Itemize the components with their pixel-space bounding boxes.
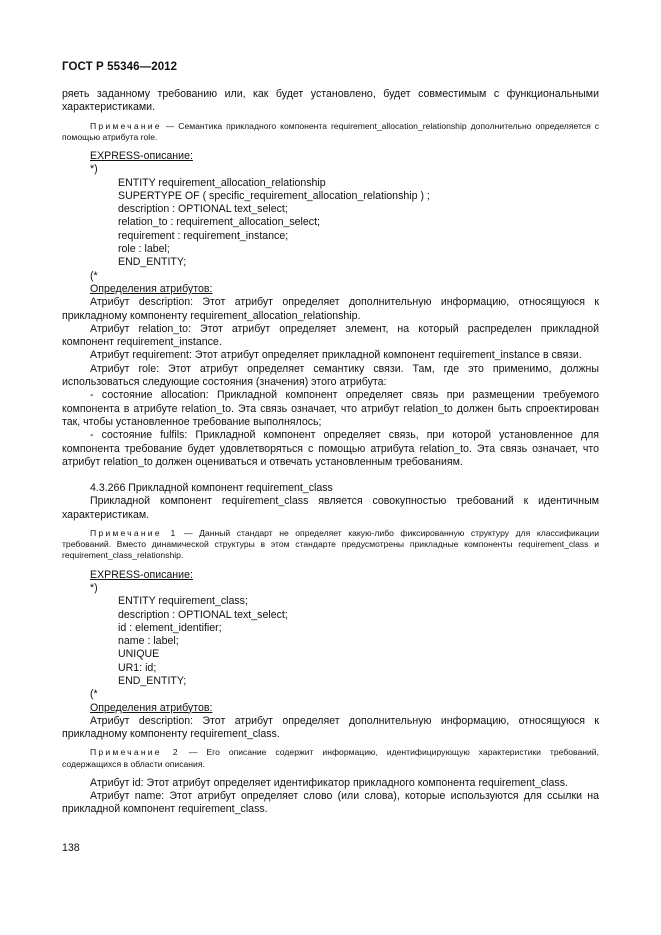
note-label: Примечание 2 bbox=[90, 747, 180, 758]
code-line: description : OPTIONAL text_select; bbox=[118, 608, 288, 621]
attr-name-paragraph: Атрибут name: Этот атрибут определяет слово (или слова), которые используются для ссылки на прикладной компонент requirement_class. bbox=[62, 790, 599, 816]
express-block-allocation bbox=[62, 150, 599, 296]
state-fulfils-paragraph: - состояние fulfils: Прикладной компонент определяет связь, при которой установленное для компонента требование будет удовлетворяться с помощью атрибута relation_to. Эта связь означает, что атрибут relation_to должен оцениваться и отвечать установленным требованиям. bbox=[62, 429, 599, 468]
express-close: (* bbox=[90, 269, 98, 282]
attr-id-paragraph: Атрибут id: Этот атрибут определяет идентификатор прикладного компонента requirement_class. bbox=[90, 776, 568, 789]
note-label: Примечание 1 bbox=[90, 528, 178, 539]
code-line: ENTITY requirement_allocation_relationship bbox=[118, 176, 326, 189]
express-block-class bbox=[62, 569, 599, 715]
section-heading: 4.3.266 Прикладной компонент requirement_class bbox=[90, 482, 333, 495]
code-line: id : element_identifier; bbox=[118, 621, 222, 634]
express-open: *) bbox=[90, 581, 98, 594]
note-semantics bbox=[62, 121, 599, 143]
attr-role-paragraph: Атрибут role: Этот атрибут определяет семантику связи. Там, где это применимо, должны использоваться следующие состояния (значения) этого атрибута: bbox=[62, 362, 599, 389]
attr-relation-to-paragraph: Атрибут relation_to: Этот атрибут определяет элемент, на который распределен прикладной компонент requirement_instance. bbox=[62, 322, 599, 349]
defs-label: Определения атрибутов: bbox=[90, 701, 213, 714]
attr-description-paragraph: Атрибут description: Этот атрибут определяет дополнительную информацию, относящуюся к прикладному компоненту requirement_class. bbox=[62, 714, 599, 741]
note-text: — Данный стандарт не определяет какую-либо фиксированную структуру для классификации требований. Вместо динамической структуры в этом стандарте предусмотрены прикладные компоненты requirement_class и requirement_class_relationship. bbox=[62, 528, 600, 561]
code-line: ENTITY requirement_class; bbox=[118, 595, 248, 608]
code-line: role : label; bbox=[118, 243, 170, 256]
continuation-paragraph: ряеть заданному требованию или, как будет установлено, будет совместимым с функциональными характеристиками. bbox=[62, 88, 599, 114]
code-line: requirement : requirement_instance; bbox=[118, 229, 289, 242]
section-intro: Прикладной компонент requirement_class является совокупностью требований к идентичным характеристикам. bbox=[62, 495, 599, 521]
code-line: SUPERTYPE OF ( specific_requirement_allocation_relationship ) ; bbox=[118, 189, 430, 202]
state-allocation-paragraph: - состояние allocation: Прикладной компонент определяет связь при размещении требуемого компонента в атрибуте relation_to. Эта связь означает, что атрибут relation_to должен быть спроектирован так, чтобы установленное требование выполнялось; bbox=[62, 389, 599, 428]
express-label: EXPRESS-описание: bbox=[90, 568, 193, 581]
code-line: description : OPTIONAL text_select; bbox=[118, 203, 288, 216]
attr-description-paragraph: Атрибут description: Этот атрибут определяет дополнительную информацию, относящуюся к прикладному компоненту requirement_allocation_relationship. bbox=[62, 296, 599, 322]
page-number: 138 bbox=[62, 842, 80, 854]
page-content bbox=[62, 88, 599, 817]
code-line: relation_to : requirement_allocation_select; bbox=[118, 216, 320, 229]
note-2 bbox=[62, 747, 599, 769]
defs-label: Определения атрибутов: bbox=[90, 282, 213, 295]
code-line: UNIQUE bbox=[118, 648, 160, 661]
express-label: EXPRESS-описание: bbox=[90, 150, 193, 162]
note-label: Примечание bbox=[90, 120, 162, 131]
code-line: END_ENTITY; bbox=[118, 675, 187, 687]
code-line: name : label; bbox=[118, 635, 179, 648]
express-open: *) bbox=[90, 163, 98, 176]
note-text: — Семантика прикладного компонента requirement_allocation_relationship дополнительно определяется с помощью атрибута role. bbox=[62, 120, 599, 142]
note-1 bbox=[62, 528, 599, 562]
note-text: — Его описание содержит информацию, идентифицирующую характеристики требований, содержащихся в области описания. bbox=[62, 747, 599, 769]
standard-header: ГОСТ Р 55346—2012 bbox=[62, 61, 178, 73]
attr-requirement-paragraph: Атрибут requirement: Этот атрибут определяет прикладной компонент requirement_instance в связи. bbox=[90, 349, 582, 362]
code-line: END_ENTITY; bbox=[118, 256, 187, 269]
code-line: UR1: id; bbox=[118, 661, 157, 674]
express-close: (* bbox=[90, 688, 98, 701]
